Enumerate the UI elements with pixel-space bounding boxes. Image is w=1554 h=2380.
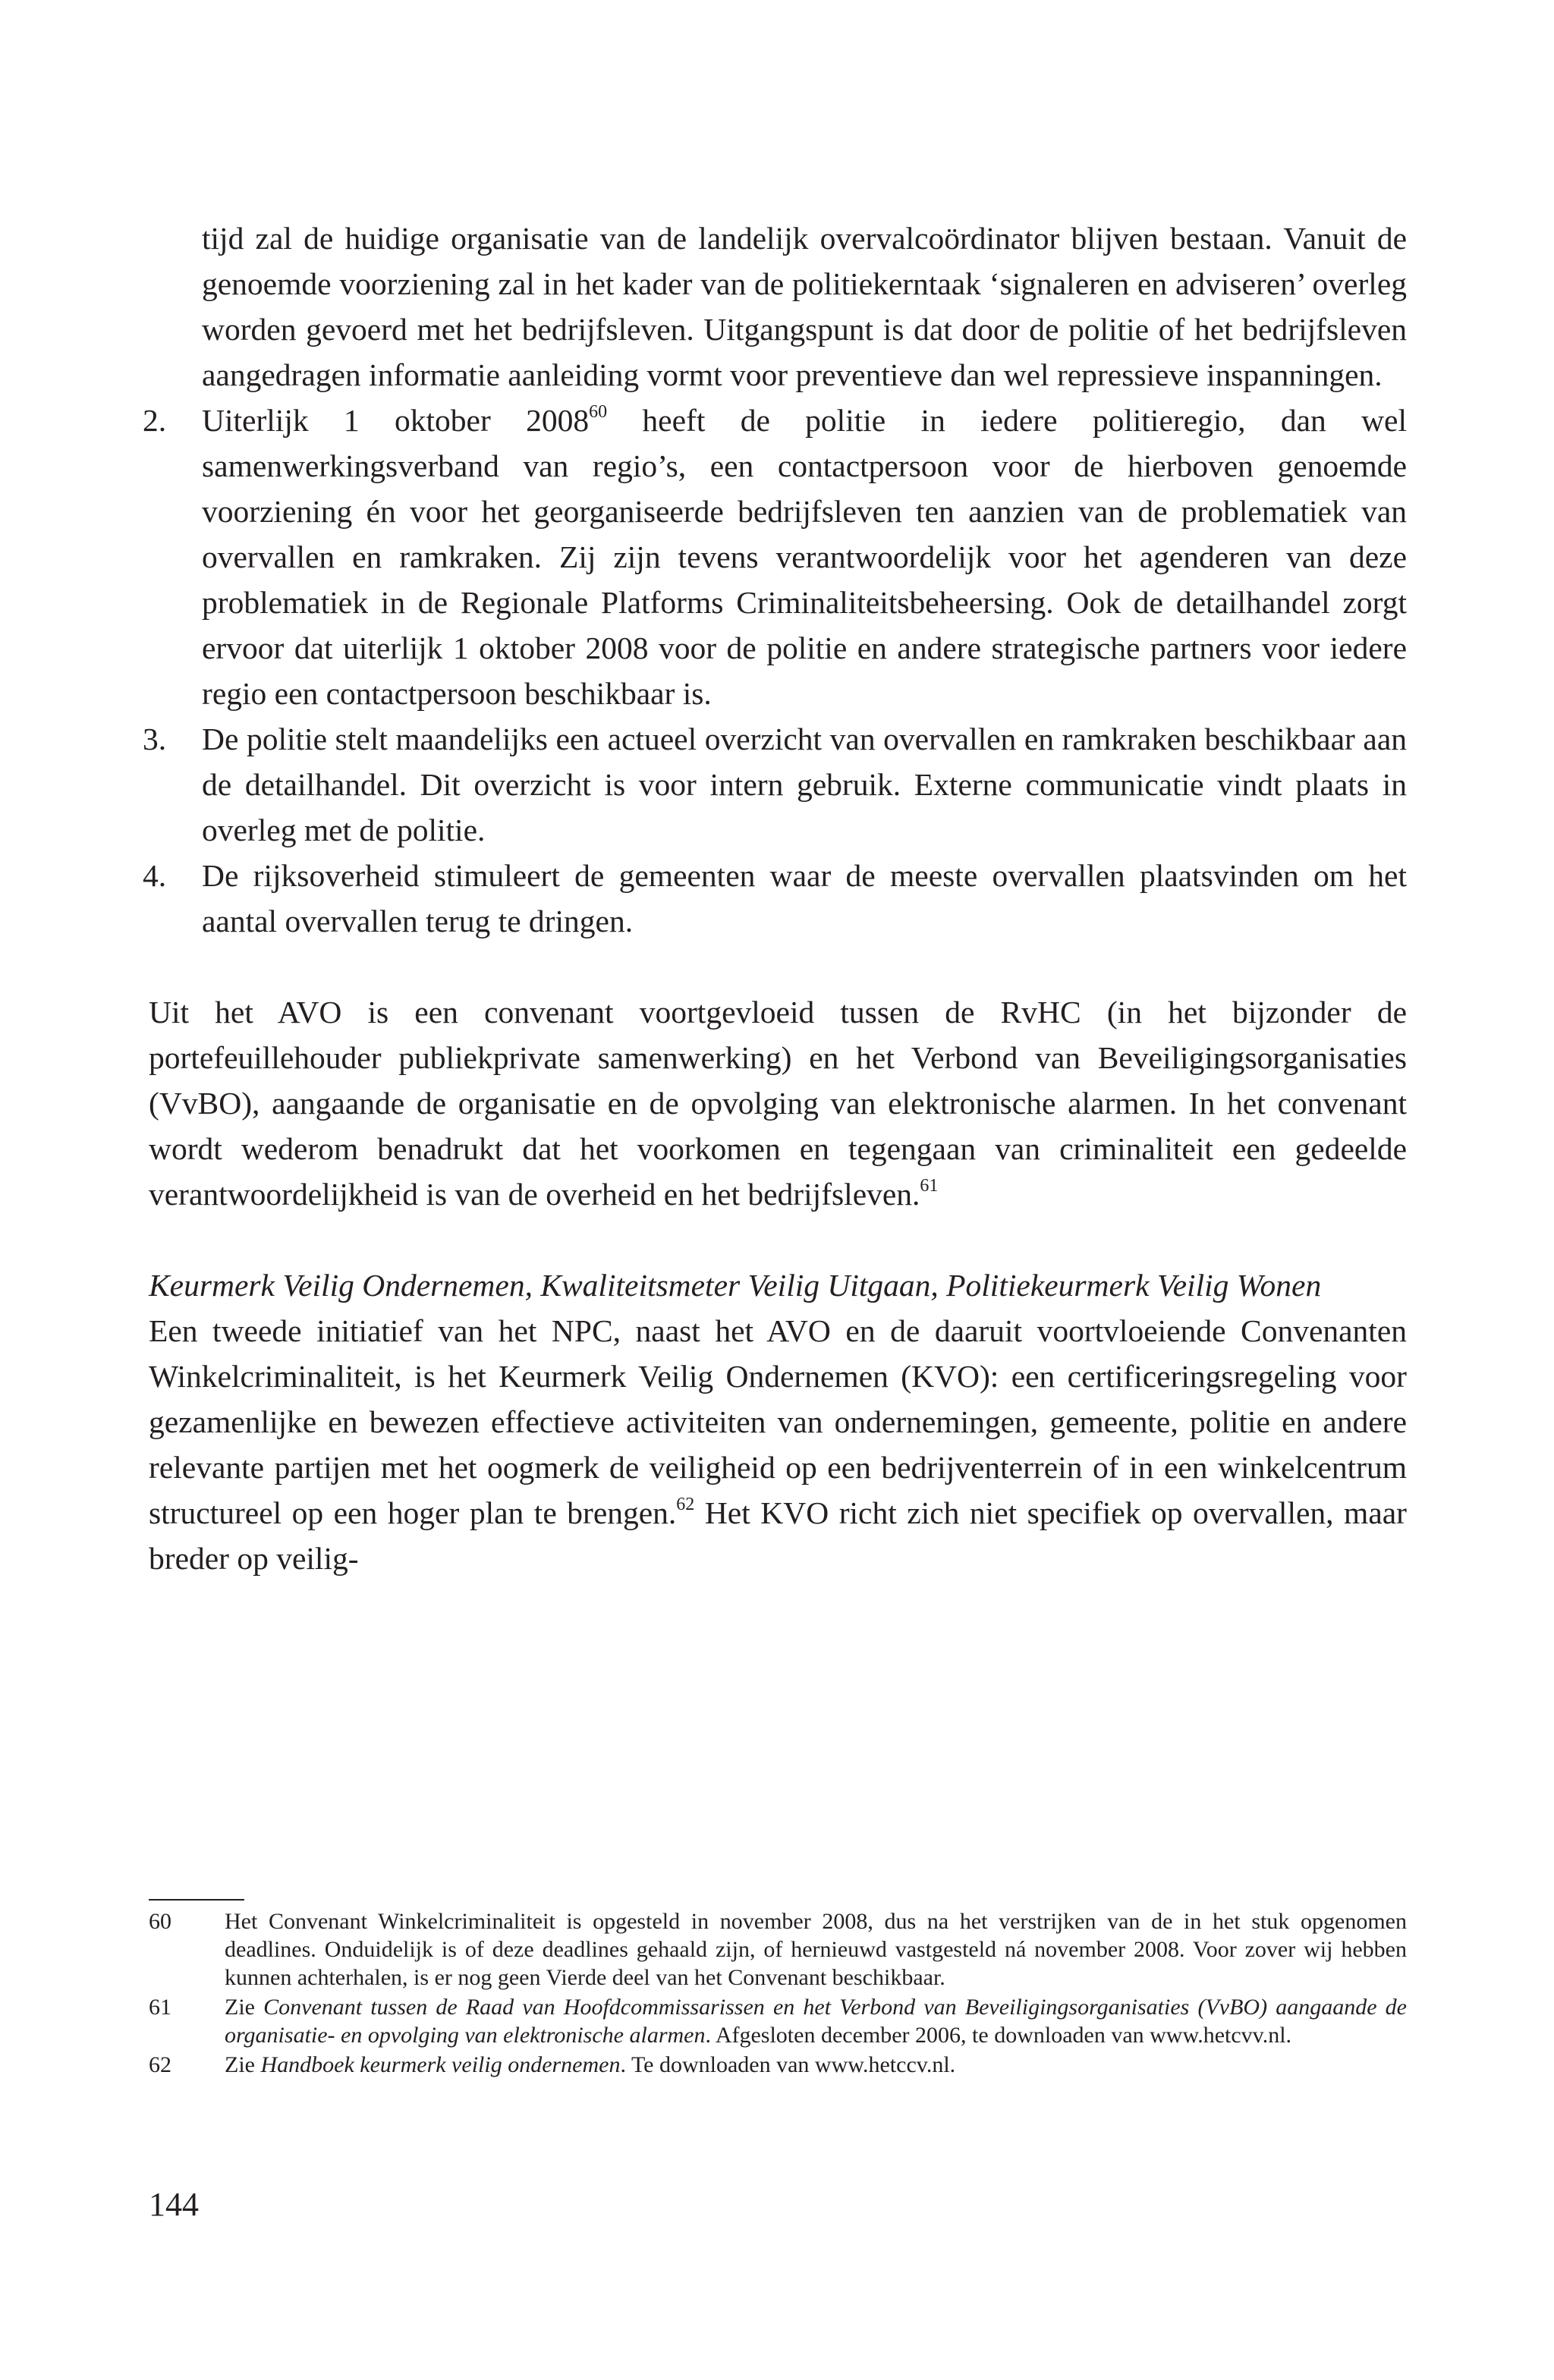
list-text: Uiterlijk 1 oktober 2008: [202, 403, 590, 438]
footnote-lead: Zie: [225, 1995, 264, 2020]
list-number: 2.: [143, 403, 167, 438]
footnote-number: 60: [149, 1909, 171, 1934]
footnote-tail: . Te downloaden van www.hetccv.nl.: [620, 2052, 956, 2077]
footnote-title: Handboek keurmerk veilig ondernemen: [260, 2052, 621, 2077]
list-text: De rijksoverheid stimuleert de gemeenten waar de meeste overvallen plaatsvinden om het aantal overvallen terug te dringen.: [202, 858, 1407, 938]
list-number: 3.: [143, 722, 167, 756]
spacer: [149, 944, 1407, 989]
paragraph-text: Uit het AVO is een convenant voortgevloeid tussen de RvHC (in het bijzonder de portefeuillehouder publiekprivate samenwerking) en het Verbond van Beveiligingsorganisaties (VvBO), aangaande de organisatie en de opvolging van elektronische alarmen. In het convenant wordt wederom benadrukt dat het voorkomen en tegengaan van criminaliteit een gedeelde verantwoordelijkheid is van de overheid en het bedrijfsleven.: [149, 995, 1407, 1212]
body-paragraph-kvo: [149, 1308, 1407, 1581]
footnote-lead: Zie: [225, 2052, 261, 2077]
list-item-2: [143, 398, 1408, 716]
list-item-4: [143, 853, 1407, 944]
footnotes: [149, 1907, 1407, 2080]
list-item-continuation: tijd zal de huidige organisatie van de landelijk overvalcoördinator blijven bestaan. Vanuit de genoemde voorziening zal in het kader van de politiekerntaak ‘signaleren en adviseren’ overleg worden gevoerd met het bedrijfsleven. Uitgangspunt is dat door de politie of het bedrijfsleven aangedragen informatie aanleiding vormt voor preventieve dan wel repressieve inspanningen.: [202, 221, 1407, 392]
page-number: 144: [149, 2186, 199, 2223]
footnote-title: Convenant tussen de Raad van Hoofdcommissarissen en het Verbond van Beveiligingsorganisaties (VvBO) aangaande de organisatie- en opvolging van elektronische alarmen: [225, 1995, 1407, 2048]
spacer: [149, 1217, 1407, 1262]
paragraph-text: Het KVO richt zich niet specifiek op overvallen, maar breder op veilig-: [149, 1495, 1407, 1576]
numbered-list: [143, 398, 1408, 944]
footnote-number: 62: [149, 2052, 171, 2077]
body-paragraph-avo: [149, 989, 1407, 1217]
footnote-60: [149, 1907, 1407, 1992]
list-text: De politie stelt maandelijks een actueel overzicht van overvallen en ramkraken beschikbaar aan de detailhandel. Dit overzicht is voor intern gebruik. Externe communicatie vindt plaats in overleg met de politie.: [202, 722, 1407, 847]
footnote-61: [149, 1993, 1407, 2049]
footnote-ref[interactable]: 60: [589, 402, 608, 422]
list-number: 4.: [143, 858, 167, 893]
footnote-text: Het Convenant Winkelcriminaliteit is opgesteld in november 2008, dus na het verstrijken van de in het stuk opgenomen deadlines. Onduidelijk is of deze deadlines gehaald zijn, of hernieuwd vastgesteld ná november 2008. Voor zover wij hebben kunnen achterhalen, is er nog geen Vierde deel van het Convenant beschikbaar.: [225, 1909, 1407, 1990]
section-heading: Keurmerk Veilig Ondernemen, Kwaliteitsmeter Veilig Uitgaan, Politiekeurmerk Veilig Wonen: [149, 1268, 1322, 1303]
list-text: heeft de politie in iedere politieregio, dan wel samenwerkingsverband van regio’s, een contactpersoon voor de hierboven genoemde voorziening én voor het georganiseerde bedrijfsleven ten aanzien van de problematiek van overvallen en ramkraken. Zij zijn tevens verantwoordelijk voor het agenderen van deze problematiek in de Regionale Platforms Criminaliteitsbeheersing. Ook de detailhandel zorgt ervoor dat uiterlijk 1 oktober 2008 voor de politie en andere strategische partners voor iedere regio een contactpersoon beschikbaar is.: [202, 403, 1408, 711]
footnote-ref[interactable]: 62: [676, 1495, 695, 1514]
page-body: [143, 215, 1408, 1581]
footnote-divider: [149, 1899, 244, 1901]
footnote-ref[interactable]: 61: [920, 1176, 939, 1196]
list-item-3: [143, 716, 1407, 853]
footnote-tail: . Afgesloten december 2006, te downloaden van www.hetcvv.nl.: [705, 2023, 1292, 2048]
paragraph-text: Een tweede initiatief van het NPC, naast het AVO en de daaruit voortvloeiende Convenanten Winkelcriminaliteit, is het Keurmerk Veilig Ondernemen (KVO): een certificeringsregeling voor gezamenlijke en bewezen effectieve activiteiten van ondernemingen, gemeente, politie en andere relevante partijen met het oogmerk de veiligheid op een bedrijventerrein of in een winkelcentrum structureel op een hoger plan te brengen.: [149, 1313, 1407, 1530]
footnote-62: [149, 2051, 1407, 2079]
footnote-number: 61: [149, 1995, 171, 2020]
